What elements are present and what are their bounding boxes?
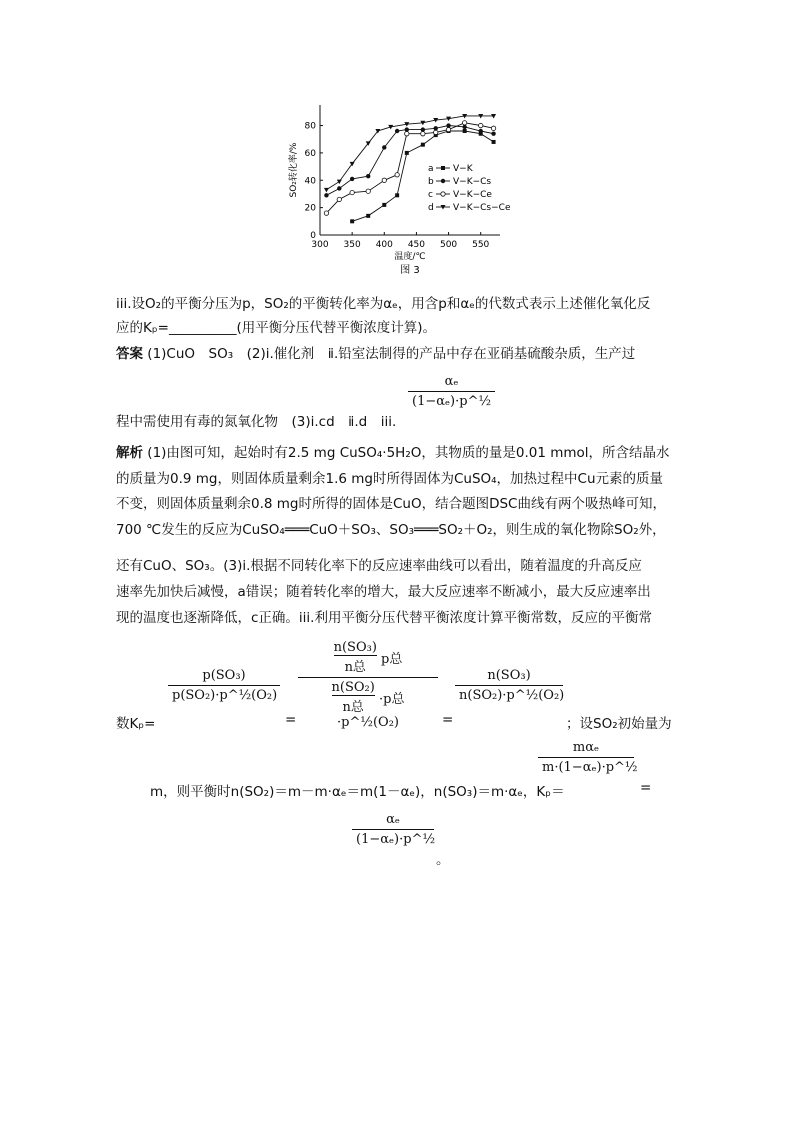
f3-num: n(SO₃) xyxy=(487,668,531,683)
y-tick-label: 60 xyxy=(304,148,316,159)
legend-letter: d xyxy=(428,203,434,213)
analysis-line-5: 还有CuO、SO₃。(3)ⅰ.根据不同转化率下的反应速率曲线可以看出，随着温度的升高反应 xyxy=(116,558,642,574)
answer-frac-den: (1−αₑ)·p^½ xyxy=(412,394,492,409)
data-point xyxy=(366,214,370,218)
data-point xyxy=(382,145,386,149)
analysis-text-1: (1)由图可知，起始时有2.5 mg CuSO₄·5H₂O，其物质的量是0.01 mmol，所含结晶水 xyxy=(147,445,670,461)
data-point xyxy=(405,132,409,136)
answer-frac-num: αₑ xyxy=(444,374,459,389)
equals-1: = xyxy=(285,712,297,728)
data-point xyxy=(350,190,354,194)
data-point xyxy=(366,189,370,193)
x-tick-label: 450 xyxy=(407,240,426,250)
data-point xyxy=(479,123,483,127)
legend-letter: a xyxy=(428,164,434,174)
data-point xyxy=(491,132,495,136)
equals-2: = xyxy=(442,712,454,728)
data-point xyxy=(337,180,342,185)
f2-den-bot: n总 xyxy=(332,695,375,715)
data-point xyxy=(324,188,329,193)
analysis-line-1 xyxy=(116,443,670,463)
kp-fraction-4 xyxy=(538,740,638,775)
analysis-line-7: 现的温度也逐渐降低，c正确。iii.利用平衡分压代替平衡浓度计算平衡常数，反应的平衡常 xyxy=(116,610,652,626)
legend-marker xyxy=(441,166,445,170)
data-point xyxy=(366,174,370,178)
f2-num-bot: n总 xyxy=(334,655,377,675)
x-tick-label: 550 xyxy=(472,240,490,250)
data-point xyxy=(382,178,386,182)
y-tick-label: 20 xyxy=(304,203,316,214)
legend-marker xyxy=(441,179,445,183)
data-point xyxy=(382,203,386,207)
data-point xyxy=(395,129,399,133)
kp-fraction-3 xyxy=(455,668,563,703)
f1-den: p(SO₂)·p^½(O₂) xyxy=(172,688,278,703)
answer-line-1 xyxy=(116,344,635,364)
analysis-label: 解析 xyxy=(116,445,143,461)
y-tick-label: 0 xyxy=(310,231,316,241)
data-point xyxy=(463,129,467,133)
data-point xyxy=(350,177,354,181)
x-axis-label: 温度/℃ xyxy=(394,252,426,262)
answer-label: 答案 xyxy=(116,346,143,362)
f1-num: p(SO₃) xyxy=(202,668,246,683)
data-point xyxy=(405,151,409,155)
x-tick-label: 400 xyxy=(375,240,393,250)
f2-num-top: n(SO₃) xyxy=(333,640,377,655)
data-point xyxy=(491,126,495,130)
f2-den-top: n(SO₂) xyxy=(331,680,375,695)
x-tick-label: 500 xyxy=(439,240,458,250)
f2-den-tail: ·p总·p^½(O₂) xyxy=(337,692,405,730)
conversion-chart xyxy=(270,95,540,285)
f2-num-tail: p总 xyxy=(381,652,403,667)
data-point xyxy=(421,143,425,147)
kp-fraction-1 xyxy=(168,668,280,703)
end-mark: 。 xyxy=(436,852,450,868)
x-tick-label: 300 xyxy=(311,240,329,250)
data-point xyxy=(350,219,354,223)
data-point xyxy=(324,211,328,215)
answer-line-2: 程中需使用有毒的氮氧化物 (3)ⅰ.cd ⅱ.d iii. xyxy=(116,414,397,430)
data-point xyxy=(421,132,425,136)
question-line-1: iii.设O₂的平衡分压为p，SO₂的平衡转化率为αₑ，用含p和αₑ的代数式表示上述催化氧化反 xyxy=(116,296,651,312)
data-point xyxy=(462,121,466,125)
y-tick-label: 80 xyxy=(304,121,316,132)
data-point xyxy=(446,127,450,131)
kp-fraction-5 xyxy=(352,812,434,847)
legend-entry: V−K xyxy=(453,164,473,174)
analysis-line-2: 的质量为0.9 mg，则固体质量剩余1.6 mg时所得固体为CuSO₄，加热过程中Cu元素的质量 xyxy=(116,471,664,487)
analysis-line-3: 不变，则固体质量剩余0.8 mg时所得的固体是CuO，结合题图DSC曲线有两个吸热峰可知， xyxy=(116,496,666,512)
data-point xyxy=(395,193,399,197)
answer-text-1: (1)CuO SO₃ (2)ⅰ.催化剂 ⅱ.铅室法制得的产品中存在亚硝基硫酸杂质，生产过 xyxy=(147,346,636,362)
question-line-2: 应的Kₚ=__________(用平衡分压代替平衡浓度计算)。 xyxy=(116,320,436,336)
f4-num: mαₑ xyxy=(572,740,600,755)
data-point xyxy=(492,140,496,144)
kp-prefix: 数Kₚ= xyxy=(116,716,156,732)
y-tick-label: 40 xyxy=(304,176,316,187)
data-point xyxy=(337,186,341,190)
legend-entry: V−K−Cs−Ce xyxy=(453,203,511,213)
data-point xyxy=(324,193,328,197)
x-tick-label: 350 xyxy=(343,240,361,250)
f3-den: n(SO₂)·p^½(O₂) xyxy=(459,688,565,703)
legend-entry: V−K−Ce xyxy=(453,190,492,200)
legend-letter: b xyxy=(428,177,434,187)
legend-marker xyxy=(441,192,445,196)
kp-tail: ；设SO₂初始量为 xyxy=(566,716,672,732)
legend-letter: c xyxy=(428,190,433,200)
analysis-line-4: 700 ℃发生的反应为CuSO₄═══CuO＋SO₃、SO₃═══SO₂＋O₂，则生成的氧化物除SO₂外， xyxy=(116,522,666,538)
f5-den: (1−αₑ)·p^½ xyxy=(356,832,436,847)
m-line: m，则平衡时n(SO₂)＝m－m·αₑ＝m(1－αₑ)，n(SO₃)＝m·αₑ，Kₚ＝ xyxy=(150,784,565,800)
f2-den xyxy=(298,678,438,730)
kp-fraction-2 xyxy=(298,640,438,730)
data-point xyxy=(479,129,483,133)
data-point xyxy=(337,197,341,201)
figure-caption: 图 3 xyxy=(400,265,420,276)
data-point xyxy=(395,173,399,177)
plot-area xyxy=(287,105,511,276)
f5-num: αₑ xyxy=(386,812,400,827)
y-axis-label: SO₂转化率/% xyxy=(289,142,299,198)
f4-den: m·(1−αₑ)·p^½ xyxy=(542,760,638,775)
data-point xyxy=(434,130,438,134)
equals-3: = xyxy=(640,780,652,796)
legend-entry: V−K−Cs xyxy=(453,177,492,187)
analysis-line-6: 速率先加快后减慢，a错误；随着转化率的增大，最大反应速率不断减小，最大反应速率出 xyxy=(116,584,651,600)
f2-num xyxy=(298,640,438,677)
answer-fraction xyxy=(408,374,495,409)
